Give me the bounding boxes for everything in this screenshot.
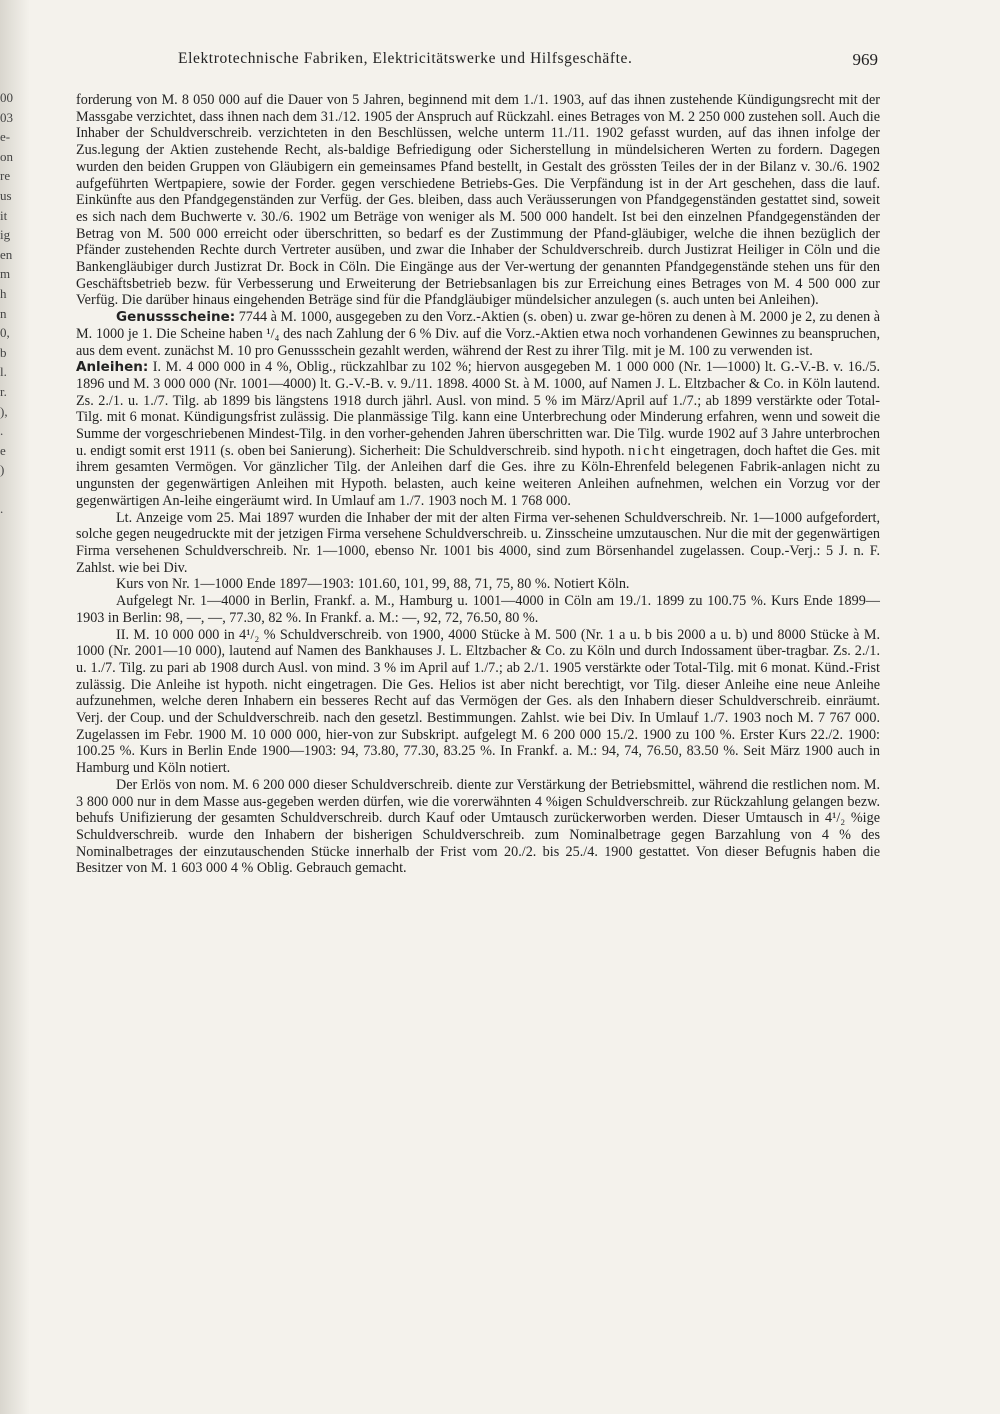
paragraph-forderung: forderung von M. 8 050 000 auf die Dauer von 5 Jahren, beginnend mit dem 1./1. 1903, auf das ihnen zustehende Kündigungsrecht mit der Massgabe verzichtet, dass ihnen nach dem 31./12. 1905 der Anspruch auf Rückzahl. eines Betrages von M. 2 250 000 zustehen soll. Auch die Inhaber der Schuldverschreib. verzichteten in den Beschlüssen, welche unterm 11./11. 1902 gefasst wurden, auf das ihnen infolge der Zus.legung der Aktien zustehende Recht, als-baldige Befriedigung oder Sicherstellung in mündelsicheren Werten zu fordern. Dagegen wurden den beiden Gruppen von Gläubigern ein gemeinsames Pfand bestellt, in Gestalt des grössten Teiles der in der Bilanz v. 30./6. 1902 aufgeführten Wertpapiere, sowie der Forder. gegen verschiedene Betriebs-Ges. Die Verpfändung ist in der Art geschehen, dass die lauf. Einkünfte aus den Pfandgegenständen zur Verfüg. der Ges. bleiben, dass auch Veräusserungen von Pfandgegenständen gestattet sind, soweit es sich nach dem Buchwerte v. 30./6. 1902 um Beträge von weniger als M. 500 000 handelt. Ist bei den einzelnen Pfandgegenständen der Betrag von M. 500 000 erreicht oder überschritten, so bedarf es der Zustimmung der Pfand-gläubiger, welche die ihnen bezüglich der Pfänder zustehenden Rechte durch Vertreter ausüben, und zwar die Inhaber der Schuldverschreib. durch Justizrat Heiliger in Cöln und die Bankengläubiger durch Justizrat Dr. Bock in Cöln. Die Eingänge aus der Ver-wertung der genannten Pfandgegenstände stehen uns für den Geschäftsbetrieb bezw. für Verbesserung und Erweiterung der Betriebsanlagen bis zur Erreichung eines Betrages von M. 4 500 000 zur Verfüg. Die darüber hinaus eingehenden Beträge sind für die Pfandgläubiger mündelsicher anzulegen (s. auch unten bei Anleihen).: [76, 92, 880, 309]
gutter-fragment: n: [0, 305, 7, 321]
gutter-fragment: e-: [0, 129, 11, 145]
page-body: [76, 92, 880, 877]
paragraph-aufgelegt: Aufgelegt Nr. 1—4000 in Berlin, Frankf. a. M., Hamburg u. 1001—4000 in Cöln am 19./1. 1899 zu 100.75 %. Kurs Ende 1899—1903 in Berlin: 98, —, —, 77.30, 82 %. In Frankf. a. M.: —, 92, 72, 76.50, 80 %.: [76, 593, 880, 626]
gutter-fragment: h: [0, 285, 7, 301]
gutter-fragment: b: [0, 344, 7, 360]
paragraph-anleihen: [76, 359, 880, 509]
anleihen-text-a: I. M. 4 000 000 in 4 %, Oblig., rückzahlbar zu 102 %; hiervon ausgegeben M. 1 000 000 (Nr. 1—1000) lt. G.-V.-B. v. 16./5. 1896 und M. 3 000 000 (Nr. 1001—4000) lt. G.-V.-B. v. 9./11. 1898. 4000 St. à M. 1000, auf Namen J. L. Eltzbacher & Co. in Köln lautend. Zs. 2./1. u. 1./7. Tilg. ab 1899 bis längstens 1918 durch jährl. Ausl. von mind. 5 % im März/April auf 1./7.; ab 1899 verstärkte oder Total-Tilg. mit 6 monat. Kündigungsfrist zulässig. Die planmässige Tilg. kann eine Unterbrechung oder Minderung erfahren, wenn und soweit die Summe der vorgeschriebenen Mindest-Tilg. in den vorher-gehenden Jahren überschritten war. Die Tilg. wurde 1902 auf 3 Jahre unterbrochen u. endigt somit erst 1911 (s. oben bei Sanierung). Sicherheit: Die Schuldverschreib. sind hypoth.: [76, 359, 881, 459]
gutter-fragment: ),: [0, 403, 8, 419]
gutter-fragment: e: [0, 442, 6, 458]
genussscheine-text: 7744 à M. 1000, ausgegeben zu den Vorz.-Aktien (s. oben) u. zwar ge-hören zu denen à M. 2000 je 2, zu denen à M. 1000 je 1. Die Scheine haben ¹/₄ des nach Zahlung der 6 % Div. auf die Vorz.-Aktien etwa noch vorhandenen Gewinnes zu beanspruchen, aus dem event. zunächst M. 10 pro Genussschein gezahlt werden, während der Rest zu ihrer Tilg. mit je M. 100 zu verwenden ist.: [76, 309, 881, 359]
anleihen-text-b: eingetragen, doch haftet die Ges. mit ihrem gesamten Vermögen. Vor gänzlicher Tilg. der Anleihen darf die Ges. ihre zu Köln-Ehrenfeld belegenen Fabrik-anlagen nicht zu ungunsten der gegenwärtigen Anleihen mit Hypoth. belasten, auch keine weiteren Anleihen aufnehmen, welchen ein Vorzug vor der gegenwärtigen An-leihe eingeräumt wird. In Umlauf am 1./7. 1903 noch M. 1 768 000.: [76, 442, 880, 509]
gutter-fragment: it: [0, 207, 8, 223]
paragraph-erloes: Der Erlös von nom. M. 6 200 000 dieser Schuldverschreib. diente zur Verstärkung der Betriebsmittel, während die restlichen nom. M. 3 800 000 nur in dem Masse aus-gegeben werden dürfen, wie die vorerwähnten 4 %igen Schuldverschreib. zur Rückzahlung gelangen bezw. behufs Unifizierung der gesamten Schuldverschreib. durch Kauf oder Umtausch zurückerworben werden. Dieser Umtausch in 4¹/₂ %ige Schuldverschreib. wurde den Inhabern der bisherigen Schuldverschreib. zum Nominalbetrage gegen Barzahlung von 4 % des Nominalbetrages der einzutauschenden Stücke innerhalb der Frist vom 20./2. bis 25./4. 1900 gestattet. Von dieser Befugnis haben die Besitzer von M. 1 603 000 4 % Oblig. Gebrauch gemacht.: [76, 776, 880, 877]
gutter-fragment: m: [0, 266, 11, 282]
gutter-fragment: r.: [0, 383, 7, 399]
anleihen-heading: Anleihen:: [76, 359, 149, 376]
gutter-fragment: re: [0, 168, 11, 184]
gutter-fragment: ): [0, 462, 5, 478]
gutter-fragment: 00: [0, 90, 13, 105]
paragraph-genussscheine: [76, 309, 880, 359]
gutter-fragment: .: [0, 423, 4, 439]
gutter-fragment: en: [0, 246, 13, 262]
gutter-fragment: on: [0, 148, 13, 164]
gutter-fragment: [0, 480, 24, 500]
paragraph-anleihe-ii: II. M. 10 000 000 in 4¹/₂ % Schuldverschreib. von 1900, 4000 Stücke à M. 500 (Nr. 1 a u. b bis 2000 a u. b) und 8000 Stücke à M. 1000 (Nr. 2001—10 000), lautend auf Namen des Bankhauses J. L. Eltzbacher & Co. zu Köln und durch Indossament über-tragbar. Zs. 2./1. u. 1./7. Tilg. zu pari ab 1908 durch Ausl. von mind. 3 % im April auf 1./7.; ab 2./1. 1905 verstärkte oder Total-Tilg. mit 6 monat. Künd.-Frist zulässig. Die Anleihe ist hypoth. nicht eingetragen. Die Ges. Helios ist aber nicht berechtigt, vor Tilg. dieser Anleihe eine neue Anleihe aufzunehmen, welche deren Inhabern ein besseres Recht auf das Vermögen der Ges. als den Inhabern dieser Schuldverschreib. einräumt. Verj. der Coup. und der Schuldverschreib. nach den gesetzl. Bestimmungen. Zahlst. wie bei Div. In Umlauf 1./7. 1903 noch M. 7 767 000. Zugelassen im Febr. 1900 M. 10 000 000, hier-von zur Subskript. aufgelegt M. 6 200 000 15./2. 1900 zu 100 %. Erster Kurs 22./2. 1900: 100.25 %. Kurs in Berlin Ende 1900—1903: 94, 73.80, 77.30, 83.25 %. In Frankf. a. M.: 94, 74, 76.50, 83.50 %. Seit März 1900 auch in Hamburg und Köln notiert.: [76, 626, 880, 777]
page-header: [78, 42, 878, 72]
gutter-fragment: 03: [0, 109, 13, 125]
paragraph-kurs: Kurs von Nr. 1—1000 Ende 1897—1903: 101.60, 101, 99, 88, 71, 75, 80 %. Notiert Köln.: [116, 576, 630, 593]
running-title: Elektrotechnische Fabriken, Elektricitätswerke und Hilfsgeschäfte.: [178, 50, 633, 67]
paragraph-anzeige: Lt. Anzeige vom 25. Mai 1897 wurden die Inhaber der mit der alten Firma ver-sehenen Schuldverschreib. Nr. 1—1000 aufgefordert, solche gegen neugedruckte mit der jetzigen Firma versehene Schuldverschreib. u. Zinsscheine umzutauschen. Nur die mit der gegenwärtigen Firma versehenen Schuldverschreib. Nr. 1—1000, ebenso Nr. 1001 bis 4000, sind zum Börsenhandel zugelassen. Coup.-Verj.: 5 J. n. F. Zahlst. wie bei Div.: [76, 509, 880, 576]
genussscheine-heading: Genussscheine:: [116, 309, 236, 326]
gutter-fragment: .: [0, 501, 4, 517]
gutter-fragment: us: [0, 187, 12, 203]
page-number: 969: [852, 50, 878, 69]
gutter-fragment: ig: [0, 227, 11, 243]
gutter-fragment: 0,: [0, 325, 10, 341]
gutter-fragment: l.: [0, 364, 7, 380]
emphasis-nicht: nicht: [628, 442, 667, 459]
previous-page-gutter: [0, 88, 24, 519]
